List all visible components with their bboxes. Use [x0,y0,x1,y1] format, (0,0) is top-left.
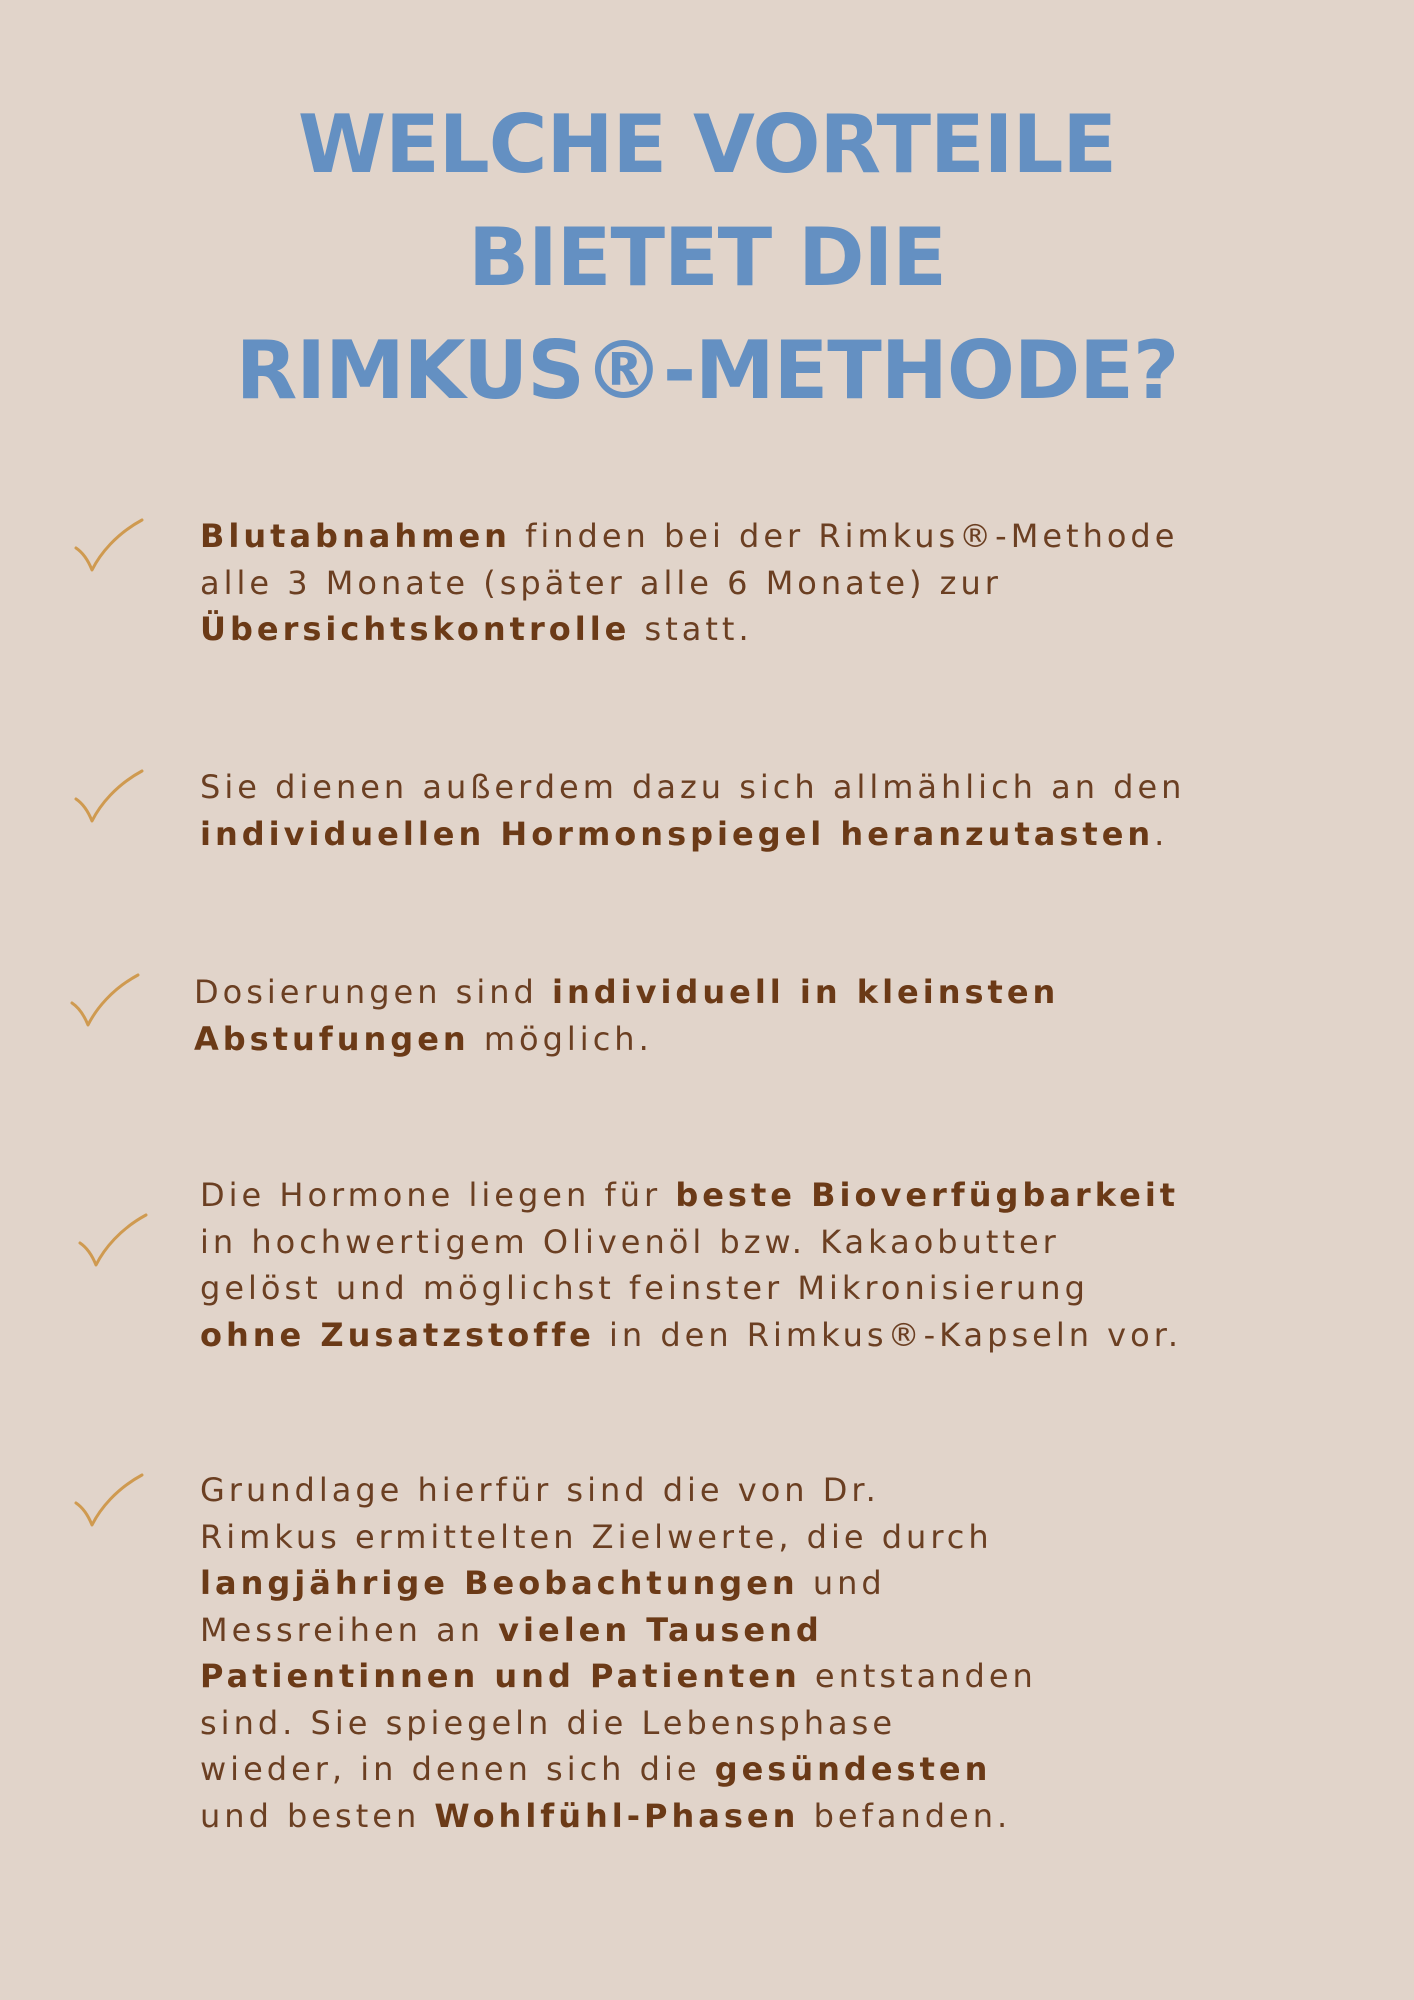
text-segment: in hochwertigem Olivenöl bzw. Kakaobutter [200,1222,1060,1261]
bold-text: Blutabnahmen [200,517,511,555]
text-line [200,1312,1182,1359]
text-segment: und [798,1564,886,1602]
text-line [200,1793,1037,1840]
text-segment: Messreihen an [200,1610,499,1649]
text-line [194,969,1059,1016]
bold-text: gesündesten [714,1750,992,1788]
text-segment: Rimkus ermittelten Zielwerte, die durch [200,1517,993,1556]
page-title [0,88,1414,427]
text-segment: alle 3 Monate (später alle 6 Monate) zur [200,563,1002,602]
text-segment: Die Hormone liegen für [200,1176,676,1214]
bold-text: ohne Zusatzstoffe [200,1315,595,1354]
benefit-text [194,969,1059,1062]
checkmark-icon [74,769,144,825]
title-line: BIETET DIE [468,211,946,304]
text-line [200,606,1178,653]
text-line [200,1746,1037,1793]
text-segment: Sie dienen außerdem dazu sich allmählich an den [200,768,1186,806]
text-segment: sind. Sie spiegeln die Lebensphase [200,1703,896,1742]
text-line [194,1016,1059,1063]
bold-text: individuell in kleinsten [551,973,1060,1011]
text-line [200,1172,1182,1219]
text-line [200,1265,1182,1312]
text-line [200,560,1178,607]
text-line [200,811,1185,858]
text-line [200,1467,1037,1514]
text-segment: finden bei der Rimkus®-Methode [510,517,1179,555]
bold-text: individuellen Hormonspiegel heranzutasten [200,814,1155,853]
text-segment: entstanden [800,1657,1037,1695]
checkmark-icon [74,1473,144,1529]
bold-text: Abstufungen [194,1019,470,1058]
bold-text: Patientinnen und Patienten [200,1657,801,1695]
title-line: WELCHE VORTEILE [297,98,1117,191]
checkmark-icon [78,1213,148,1269]
text-segment: gelöst und möglichst feinster Mikronisierung [200,1269,1089,1307]
benefit-text [200,1467,1037,1839]
text-line [200,1560,1037,1607]
text-line [200,1653,1037,1700]
text-line [200,1514,1037,1561]
text-segment: statt. [630,610,753,648]
text-line [200,1700,1037,1747]
bold-text: Wohlfühl-Phasen [434,1796,800,1835]
bold-text: langjährige Beobachtungen [200,1564,799,1602]
text-segment: in den Rimkus®-Kapseln vor. [594,1315,1183,1354]
text-line [200,1219,1182,1266]
benefit-text [200,513,1178,653]
text-segment: Grundlage hierfür sind die von Dr. [200,1471,880,1509]
benefit-text [200,764,1185,857]
text-line [200,513,1178,560]
text-line [200,764,1185,811]
bold-text: Übersichtskontrolle [200,610,631,648]
title-line: RIMKUS®-METHODE? [235,324,1179,417]
bold-text: vielen Tausend [498,1610,823,1649]
text-segment: . [1154,814,1169,853]
text-segment: wieder, in denen sich die [200,1750,715,1788]
checkmark-icon [70,973,140,1029]
text-segment: möglich. [469,1019,653,1058]
text-line [200,1607,1037,1654]
benefit-text [200,1172,1182,1358]
text-segment: befanden. [799,1796,1012,1835]
text-segment: und besten [200,1796,435,1835]
text-segment: Dosierungen sind [194,973,552,1011]
bold-text: beste Bioverfügbarkeit [675,1176,1180,1214]
checkmark-icon [74,518,144,574]
